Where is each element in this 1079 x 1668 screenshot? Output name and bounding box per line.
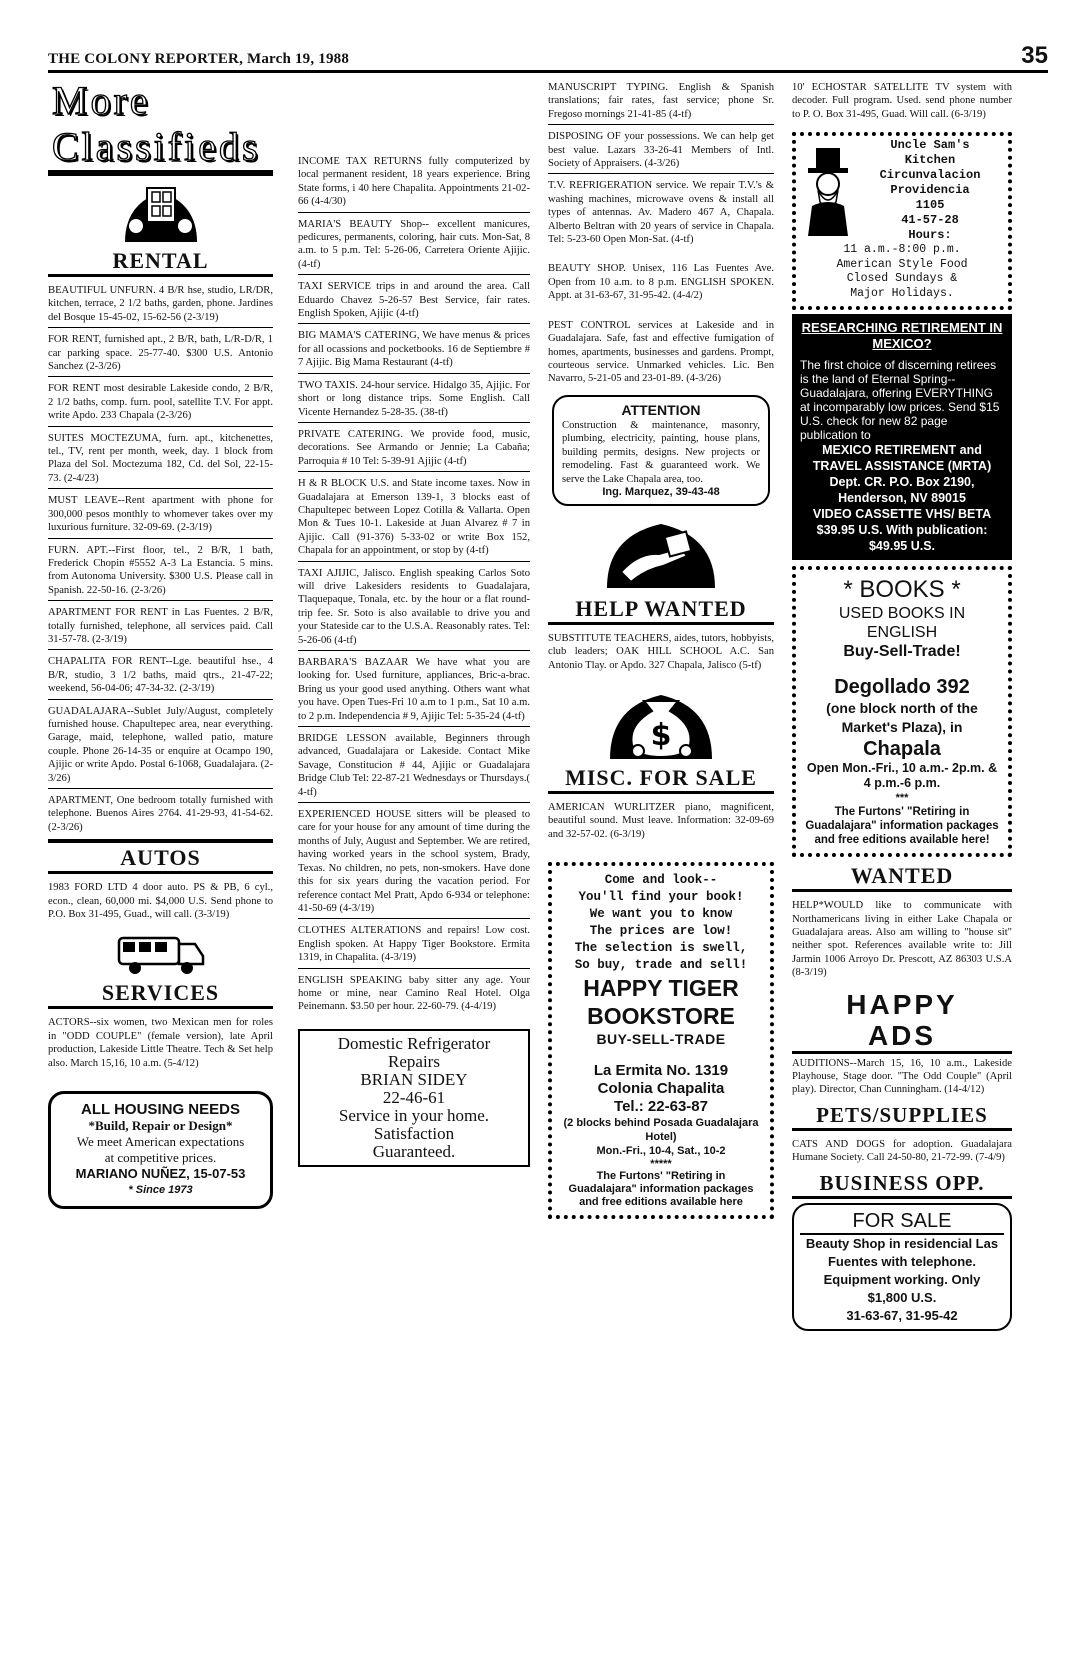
ad-big-mamas: BIG MAMA'S CATERING, We have menus & prices for all ocassions and pocketbooks. 16 de Septiembre # 7 Ajijic. Big Mama Restaurant (4-tf) bbox=[298, 326, 530, 373]
attention-title: ATTENTION bbox=[621, 401, 701, 418]
helping-hands-icon bbox=[601, 512, 721, 592]
housing-line-2: *Build, Repair or Design* bbox=[88, 1118, 233, 1134]
fridge-line-5: Service in your home. bbox=[338, 1105, 490, 1125]
housing-needs-ad bbox=[48, 1091, 273, 1209]
ad-income-tax: INCOME TAX RETURNS fully computerized by local permanent resident, 18 years experience. Bring State forms, i 40 here Chapalita. Appointments 21-02-66 (4-4/30) bbox=[298, 152, 530, 213]
tiger-line-5: The selection is swell, bbox=[574, 941, 748, 956]
title-rule bbox=[48, 170, 273, 176]
happy-ads-heading-1: HAPPY bbox=[846, 988, 958, 1020]
ad-cats-dogs: CATS AND DOGS for adoption. Guadalajara Humane Society. Call 24-50-80, 21-72-99. (7-4/9) bbox=[792, 1138, 1012, 1164]
uncle-sam-line-10: Closed Sundays & bbox=[846, 272, 958, 286]
tiger-tagline: BUY-SELL-TRADE bbox=[596, 1031, 726, 1048]
ad-two-taxis: TWO TAXIS. 24-hour service. Hidalgo 35, Ajijic. For short or long distance trips. Some English. Call Vicente Hernandez 5-28-35. (38-tf) bbox=[298, 376, 530, 423]
tiger-line-3: We want you to know bbox=[589, 907, 733, 922]
section-pets-heading: PETS/SUPPLIES bbox=[792, 1102, 1012, 1131]
tiger-address-2: Colonia Chapalita bbox=[597, 1080, 725, 1098]
column-3 bbox=[548, 78, 774, 1219]
fridge-line-3: BRIAN SIDEY bbox=[360, 1069, 468, 1089]
books-line-1: USED BOOKS IN ENGLISH bbox=[838, 605, 966, 642]
mrta-address: Dept. CR. P.O. Box 2190, Henderson, NV 89015 bbox=[829, 475, 975, 506]
ad-pest-control: PEST CONTROL services at Lakeside and in Guadalajara. Safe, fast and effective fumigation of homes, apartments, businesses and gardens. Prompt, courteous service. Unmarked vehicles. Lic. Ben Navarro, 5-21-05 and 23-01-89. (4-3/26) bbox=[548, 319, 774, 385]
housing-line-1: ALL HOUSING NEEDS bbox=[81, 1101, 240, 1119]
column-4 bbox=[792, 78, 1012, 1331]
uncle-sam-line-9: American Style Food bbox=[836, 257, 968, 271]
column-1 bbox=[48, 78, 273, 1209]
ad-autos-1: 1983 FORD LTD 4 door auto. PS & PB, 6 cyl., econ., clean, 60,000 mi. $4,000 U.S. Send phone to P.O. Box 31-495, Guad., will call. (3-3/19) bbox=[48, 882, 273, 921]
ad-barbaras-bazaar: BARBARA'S BAZAAR We have what you are looking for. Used furniture, appliances, Bric-a-brac. Bring us your good used anything. Others want what you have. Open Tues-Fri 10 a.m to 1 p.m., Sat 10 a.m. to 2 p.m. Independencia # 9, Ajijic Tel: 5-35-24 (4-tf) bbox=[298, 653, 530, 727]
section-misc-for-sale-heading: MISC. FOR SALE bbox=[548, 765, 774, 794]
tiger-info: The Furtons' "Retiring in Guadalajara" information packages and free editions available here bbox=[568, 1170, 754, 1209]
ad-substitute-teachers: SUBSTITUTE TEACHERS, aides, tutors, hobbyists, club leaders; OAK HILL SCHOOL A.C. San Antonio Tlay. or Apdo. 327 Chapala, Jalisco (5-tf) bbox=[548, 632, 774, 671]
ad-echostar-satellite: 10' ECHOSTAR SATELLITE TV system with decoder. Full program. Used. send phone number to P. O. Box 31-495, Guad. Will call. (6-3/19) bbox=[792, 82, 1012, 120]
section-rental-heading: RENTAL bbox=[48, 248, 273, 277]
uncle-sam-line-11: Major Holidays. bbox=[850, 286, 954, 300]
ad-rental-9: GUADALAJARA--Sublet July/August, completely furnished house. Chapultepec area, near everything. Garage, maid, telephone, walled patio, mature couple. Phone 26-14-35 or enquire at Ocampo 190, Ajijic or write Apdo. Postal 6-1068, Guadalajara. (2-3/26) bbox=[48, 702, 273, 789]
column-2 bbox=[298, 152, 530, 1167]
ad-beauty-shop: BEAUTY SHOP. Unisex, 116 Las Fuentes Ave. Open from 10 a.m. to 8 p.m. ENGLISH SPOKEN. Appt. at 31-63-67, 31-95-42. (4-4/2) bbox=[548, 263, 774, 302]
ad-disposing: DISPOSING OF your possessions. We can help get best value. Lazars 33-26-41 Members of Intl. Society of Appraisers. (4-3/26) bbox=[548, 127, 774, 174]
money-bag-icon bbox=[606, 681, 716, 761]
fridge-line-1: Domestic Refrigerator bbox=[337, 1033, 491, 1053]
tiger-name-2: BOOKSTORE bbox=[587, 1003, 735, 1030]
mrta-video-offer: VIDEO CASSETTE VHS/ BETA $39.95 U.S. With publication: $49.95 U.S. bbox=[812, 507, 992, 554]
ad-rental-10: APARTMENT, One bedroom totally furnished with telephone. Buenos Aires 2764. 41-29-93, 41-54-62. (2-3/26) bbox=[48, 795, 273, 833]
tiger-phone: Tel.: 22-63-87 bbox=[614, 1098, 708, 1116]
ad-rental-1: BEAUTIFUL UNFURN. 4 B/R hse, studio, LR/DR, kitchen, terrace, 2 1/2 baths, garden, phone. Jardines del Bosque 15-45-02, 15-62-56 (2-3/19) bbox=[48, 281, 273, 328]
tiger-line-4: The prices are low! bbox=[589, 924, 733, 939]
books-town: Chapala bbox=[863, 738, 941, 761]
for-sale-price: $1,800 U.S. bbox=[867, 1289, 937, 1305]
uncle-sams-kitchen-ad bbox=[792, 132, 1012, 310]
page-number: 35 bbox=[1021, 42, 1048, 69]
attention-ad bbox=[552, 395, 770, 506]
used-books-ad bbox=[792, 566, 1012, 857]
happy-tiger-bookstore-ad bbox=[548, 862, 774, 1219]
uncle-sam-line-4: Providencia bbox=[890, 183, 970, 198]
ad-help-would: HELP*WOULD like to communicate with Northamericans living in either Lake Chapala or Guadalajara areas. Also am willing to "house sit" neither spot. References available write to: Jill Jarmin 1006 Arroyo Dr. Prescott, AZ 86303 U.S.A (8-3/19) bbox=[792, 900, 1012, 979]
ad-tv-refrigeration: T.V. REFRIGERATION service. We repair T.V.'s & washing machines, microwave ovens & install all types of antennas. Av. Madero 467 A, Chapala. Alberto Beltran with 20 years of service in Chapala. Tel: 5-23-60 Open Mon-Sat. (4-tf) bbox=[548, 180, 774, 246]
truck-icon bbox=[113, 930, 209, 976]
for-sale-title: FOR SALE bbox=[800, 1209, 1004, 1235]
section-wanted-heading: WANTED bbox=[792, 863, 1012, 892]
mrta-body: The first choice of discerning retirees is the land of Eternal Spring--Guadalajara, offering EVERYTHING at incomparably low prices. Send $15 U.S. check for new 82 page publication to bbox=[800, 358, 1000, 443]
ad-marias-beauty: MARIA'S BEAUTY Shop-- excellent manicures, pedicures, permanents, coloring, hair cuts. Mon-Sat, 8 a.m. to 5 p.m. Tel: 5-26-06, Carretera Oriente Ajijic. (4-tf) bbox=[298, 215, 530, 276]
books-hours: Open Mon.-Fri., 10 a.m.- 2p.m. & 4 p.m.-6 p.m. bbox=[806, 761, 998, 791]
newspaper-title: THE COLONY REPORTER, March 19, 1988 bbox=[48, 51, 350, 67]
fridge-line-2: Repairs bbox=[388, 1051, 440, 1071]
tiger-hours: Mon.-Fri., 10-4, Sat., 10-2 bbox=[596, 1145, 726, 1158]
mrta-org-name: MEXICO RETIREMENT and TRAVEL ASSISTANCE (MRTA) bbox=[812, 443, 992, 474]
ad-wurlitzer-piano: AMERICAN WURLITZER piano, magnificent, beautiful sound. Must leave. Information: 32-09-69 and 32-57-02. (6-3/19) bbox=[548, 801, 774, 840]
ad-rental-4: SUITES MOCTEZUMA, furn. apt., kitchenettes, tel., TV, rent per month, week, day. 1 block from Plaza del Sol. Moctezuma 182, Cd. del Sol, 22-15-73. (2-4/23) bbox=[48, 429, 273, 490]
house-icon bbox=[121, 182, 201, 244]
ad-house-sitters: EXPERIENCED HOUSE sitters will be pleased to care for your house for any amount of time during the months of July, August and September. We are retired, having worked years in the school system, Brady, Texas. No children, no pets, non-smokers. Have done this for six years during the vacation period. For reference contact Mel Pratt, Apdo 6-934 or telephone: 41-50-69 (4-3/19) bbox=[298, 805, 530, 919]
books-address: Degollado 392 bbox=[834, 676, 970, 699]
uncle-sam-line-3: Circunvalacion bbox=[879, 168, 981, 183]
attention-signature: Ing. Marquez, 39-43-48 bbox=[602, 486, 720, 499]
tiger-location: (2 blocks behind Posada Guadalajara Hotel) bbox=[563, 1117, 759, 1144]
housing-line-3: We meet American expectations bbox=[76, 1134, 245, 1150]
section-help-wanted-heading: HELP WANTED bbox=[548, 596, 774, 625]
ad-rental-7: APARTMENT FOR RENT in Las Fuentes. 2 B/R, totally furnished, telephone, all services paid. Call 31-57-78. (2-3/19) bbox=[48, 603, 273, 650]
ad-bridge-lesson: BRIDGE LESSON available, Beginners through advanced, Guadalajara or Lakeside. Contact Mike Savage, Constitucion # 44, Ajijic or Guadalajara Bridge Club Tel: 22-87-21 Wednesdays or Thursdays.( 4-tf) bbox=[298, 729, 530, 803]
ad-rental-3: FOR RENT most desirable Lakeside condo, 2 B/R, 2 1/2 baths, comp. furn. pool, satellite T.V. For appt. write Apdo. 233 Chapala (2-3/26) bbox=[48, 379, 273, 426]
svg-text:$: $ bbox=[650, 717, 672, 753]
happy-ads-heading-2: ADS bbox=[792, 1020, 1012, 1054]
ad-private-catering: PRIVATE CATERING. We provide food, music, decorations. See Armando or Jennie; La Cabaña; Parroquia # 10 Tel: 5-39-91 Ajijic (4-tf) bbox=[298, 425, 530, 472]
books-stars: *** bbox=[895, 792, 909, 805]
housing-line-6: * Since 1973 bbox=[128, 1184, 193, 1197]
attention-body: Construction & maintenance, masonry, plumbing, electricity, painting, house plans, building permits, designs. New projects or remodeling. Fast & guaranteed work. We serve the Lake Chapala area, too. bbox=[562, 419, 760, 485]
housing-line-4: at competitive prices. bbox=[104, 1150, 217, 1166]
ad-rental-5: MUST LEAVE--Rent apartment with phone for 300,000 pesos monthly to whomever takes over my luxurious furniture. 32-09-69. (2-3/19) bbox=[48, 491, 273, 538]
ad-hr-block: H & R BLOCK U.S. and State income taxes. Now in Guadalajara at Emerson 139-1, 3 blocks east of Chapultepec between Lopez Cotilla & Vallarta. Open Mon & Tues 10-1. Lakeside at Juan Alvarez # 7 in Ajijic. Call (91-376) 5-33-02 or write Box 152, Chapala for an appointment, or stop by (4-tf) bbox=[298, 474, 530, 561]
books-info: The Furtons' "Retiring in Guadalajara" information packages and free editions available here! bbox=[805, 806, 999, 847]
more-classifieds-title: More Classifieds bbox=[52, 78, 261, 169]
books-title: * BOOKS * bbox=[843, 576, 961, 604]
ad-rental-2: FOR RENT, furnished apt., 2 B/R, bath, L/R-D/R, 1 car parking space. 25-77-40. $300 U.S. Antonio Sanchez (2-3/26) bbox=[48, 330, 273, 377]
tiger-name-1: HAPPY TIGER bbox=[583, 975, 739, 1002]
ad-auditions: AUDITIONS--March 15, 16, 10 a.m., Lakeside Playhouse, Stage door. "The Odd Couple" (April play). Director, Chan Cunningham. (14-4/12) bbox=[792, 1057, 1012, 1096]
uncle-sam-line-2: Kitchen bbox=[904, 153, 956, 168]
uncle-sam-line-5: 1105 bbox=[915, 198, 945, 213]
ad-services-1: ACTORS--six women, two Mexican men for roles in "ODD COUPLE" (female version), late April production, Lakeside Little Theatre. Tech & Set help also. March 15,16, 10 a.m. (5-4/12) bbox=[48, 1017, 273, 1069]
uncle-sam-line-6: 41-57-28 bbox=[901, 213, 959, 228]
ad-taxi-ajijic: TAXI AJIJIC, Jalisco. English speaking Carlos Soto will drive Lakesiders residents to Guadalajara, Tlaquepaque, Tonala, etc. by the hour or a flat round-trip fee. Sr. Soto is also available to drive you and your Stateside car to the U.S.A. Reasonably rates. Tel: 5-26-06 (4-tf) bbox=[298, 564, 530, 651]
mrta-title: RESEARCHING RETIREMENT IN MEXICO? bbox=[801, 320, 1003, 352]
housing-line-5: MARIANO NUÑEZ, 15-07-53 bbox=[75, 1166, 246, 1182]
section-autos-heading: AUTOS bbox=[48, 839, 273, 874]
fridge-line-6: Satisfaction bbox=[373, 1123, 455, 1143]
beauty-shop-for-sale-ad bbox=[792, 1203, 1012, 1331]
ad-manuscript-typing: MANUSCRIPT TYPING. English & Spanish translations; fair rates, fast service; phone Sr. Fregoso mornings 21-41-85 (4-tf) bbox=[548, 78, 774, 125]
section-services-heading: SERVICES bbox=[48, 980, 273, 1009]
section-business-opp-heading: BUSINESS OPP. bbox=[792, 1170, 1012, 1199]
tiger-line-2: You'll find your book! bbox=[578, 890, 744, 905]
ad-rental-6: FURN. APT.--First floor, tel., 2 B/R, 1 bath, Frederick Chopin #5552 A-3 La Estancia. 5 mins. from Autonoma University. $300 U.S. Please call in Spanish. 22-50-16. (2-3/26) bbox=[48, 541, 273, 602]
uncle-sam-icon bbox=[802, 146, 854, 238]
for-sale-body: Beauty Shop in residencial Las Fuentes with telephone. Equipment working. Only bbox=[805, 1235, 999, 1287]
books-line-2: Buy-Sell-Trade! bbox=[843, 643, 961, 661]
mrta-retirement-ad bbox=[792, 314, 1012, 560]
fridge-line-4: 22-46-61 bbox=[382, 1087, 446, 1107]
happy-ads-heading bbox=[792, 989, 1012, 1054]
fridge-line-7: Guaranteed. bbox=[372, 1141, 456, 1161]
for-sale-phone: 31-63-67, 31-95-42 bbox=[846, 1307, 958, 1323]
books-directions: (one block north of the Market's Plaza), in bbox=[826, 700, 978, 736]
page-header bbox=[48, 36, 1048, 73]
tiger-address-1: La Ermita No. 1319 bbox=[593, 1062, 729, 1080]
refrigerator-repair-ad bbox=[298, 1029, 530, 1167]
uncle-sam-line-1: Uncle Sam's bbox=[890, 138, 970, 153]
tiger-line-1: Come and look-- bbox=[604, 873, 718, 888]
ad-baby-sitter: ENGLISH SPEAKING baby sitter any age. Your home or mine, near Camino Real Hotel. Olga Peinemann. $3.50 per hour. 22-60-79. (4-4/19) bbox=[298, 974, 530, 1013]
ad-rental-8: CHAPALITA FOR RENT--Lge. beautiful hse., 4 B/R, studio, 3 1/2 baths, maid qtrs., 21-47-22; weekend, 56-04-06; 47-34-32. (2-3/19) bbox=[48, 652, 273, 699]
ad-taxi-service: TAXI SERVICE trips in and around the area. Call Eduardo Chavez 5-26-57 Best Service, fair rates. English Spoken, Ajijic (4-tf) bbox=[298, 277, 530, 324]
ad-clothes-alterations: CLOTHES ALTERATIONS and repairs! Low cost. English spoken. At Happy Tiger Bookstore. Ermita 1319, in Chapalita. (4-3/19) bbox=[298, 921, 530, 968]
tiger-line-6: So buy, trade and sell! bbox=[574, 958, 748, 973]
uncle-sam-line-8: 11 a.m.-8:00 p.m. bbox=[843, 243, 961, 257]
tiger-stars: ***** bbox=[650, 1158, 672, 1171]
uncle-sam-line-7: Hours: bbox=[908, 228, 952, 243]
